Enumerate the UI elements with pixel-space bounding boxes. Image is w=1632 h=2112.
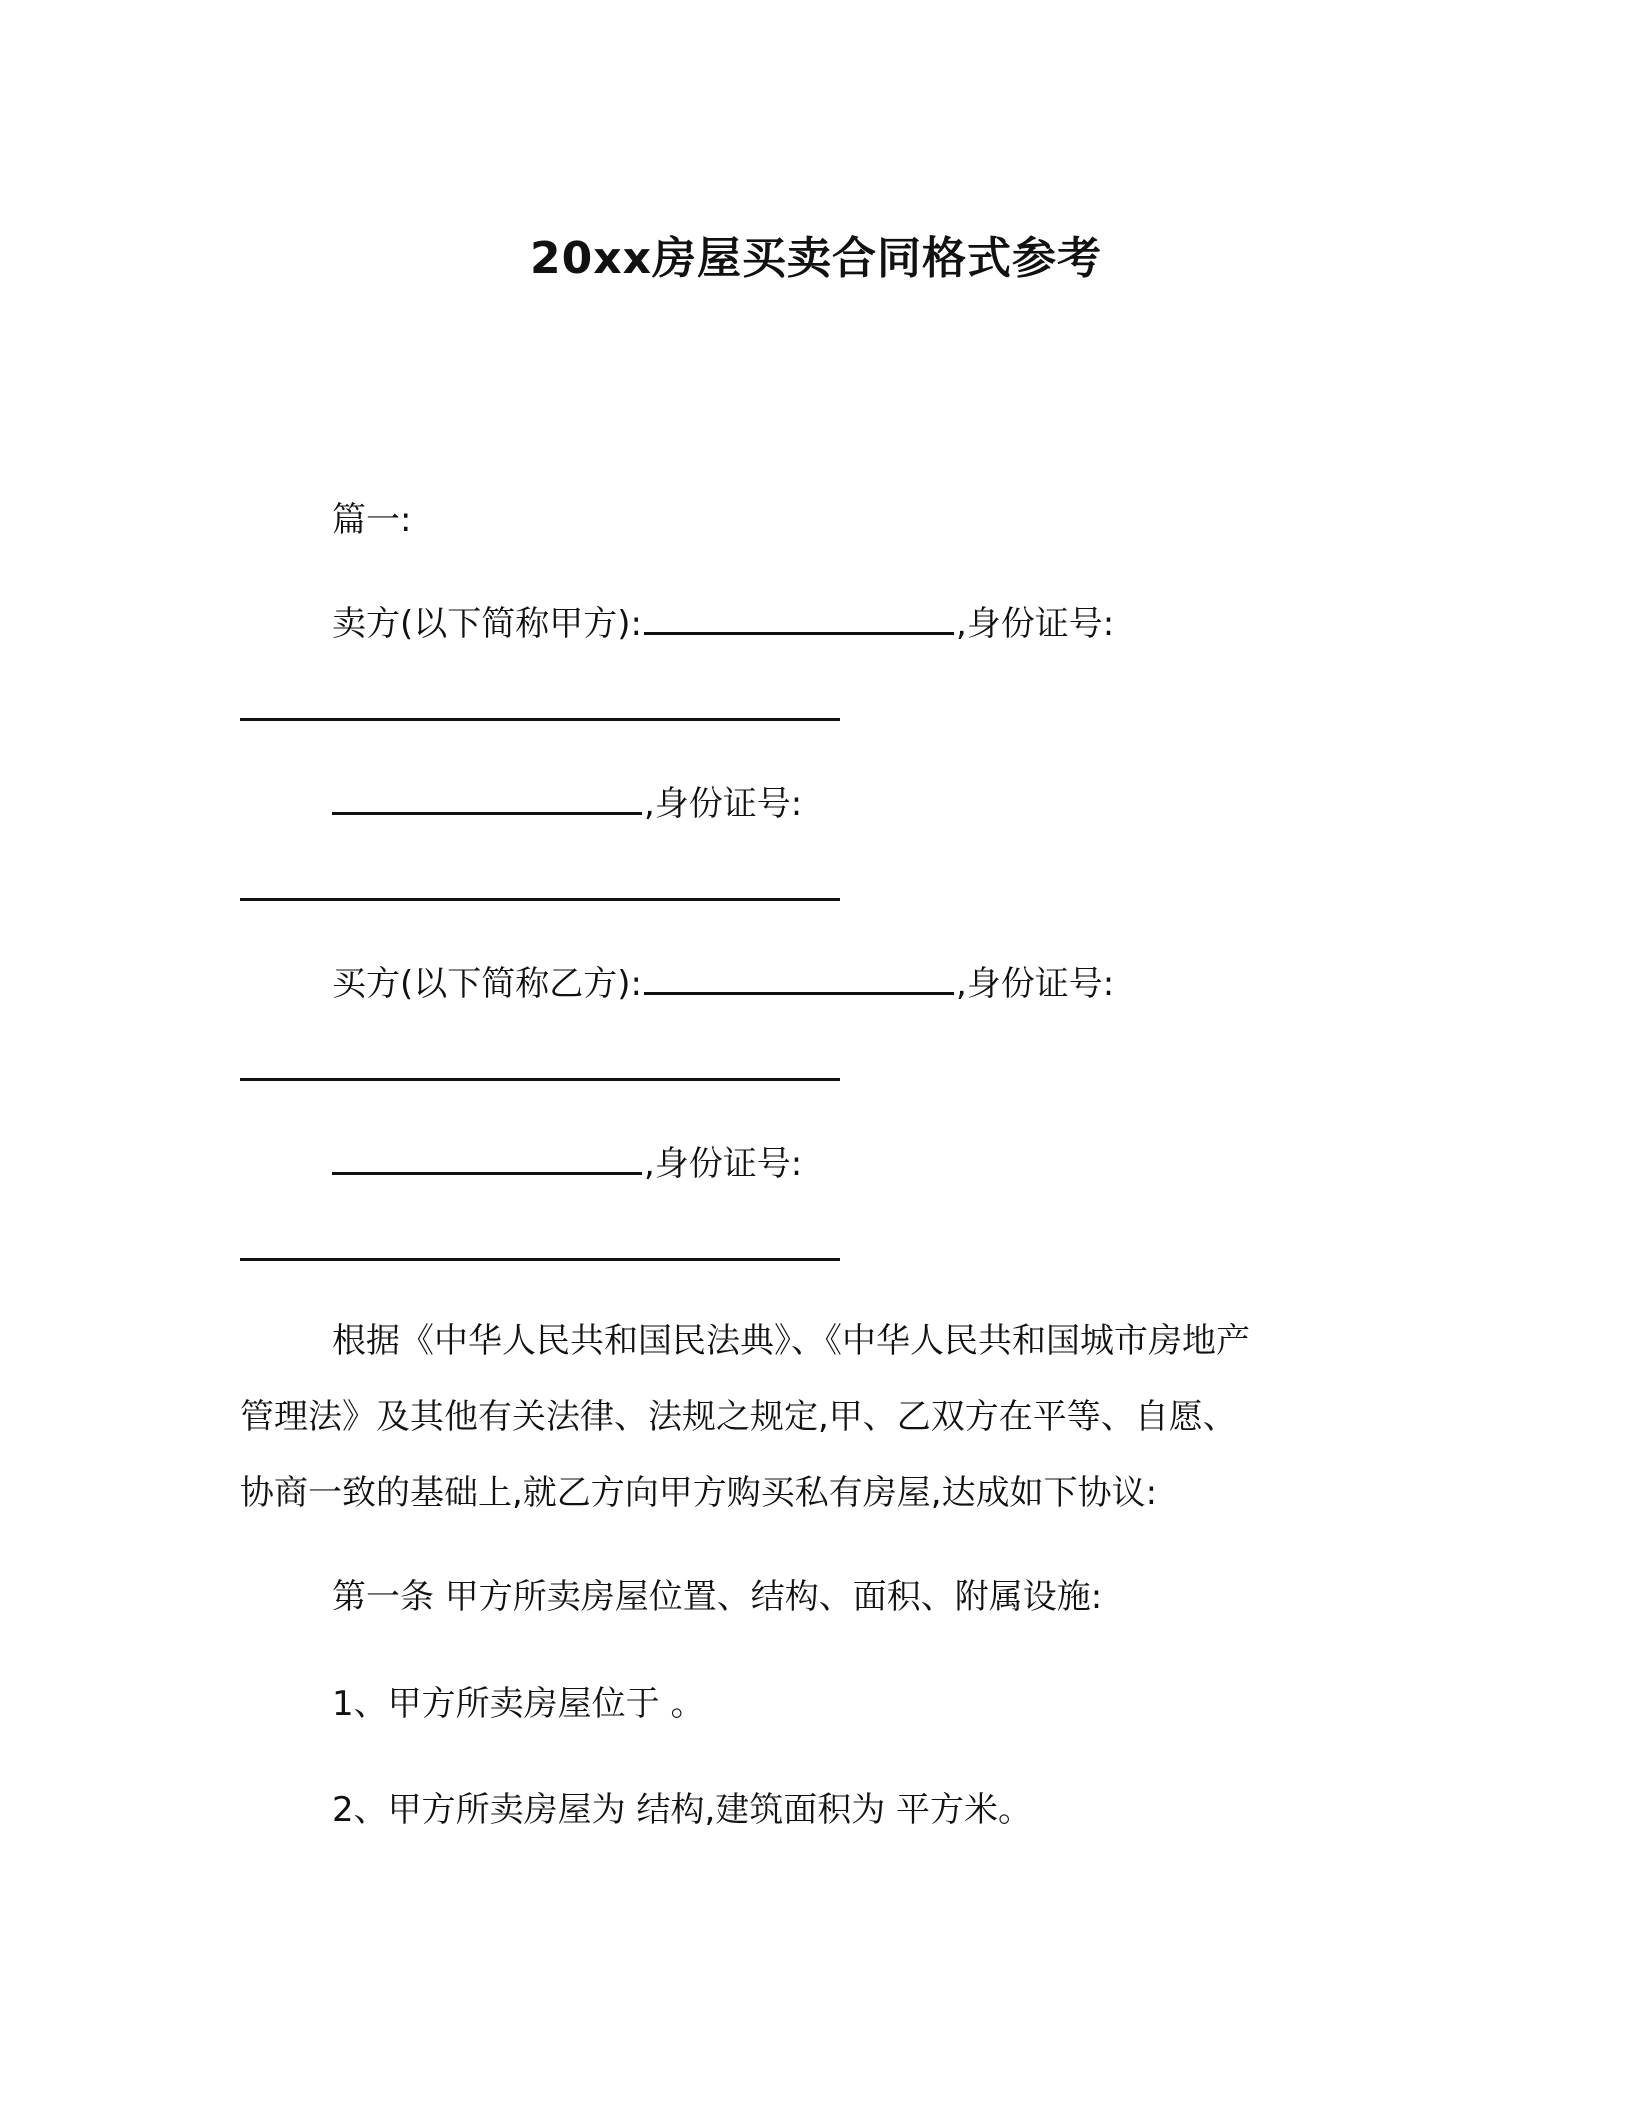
seller-name-blank[interactable] bbox=[644, 604, 954, 635]
buyer-id-blank[interactable] bbox=[240, 1078, 840, 1081]
seller2-name-blank[interactable] bbox=[332, 784, 642, 815]
seller-id-blank[interactable] bbox=[240, 718, 840, 721]
paragraph-line-3: 协商一致的基础上,就乙方向甲方购买私有房屋,达成如下协议: bbox=[240, 1473, 1158, 1513]
buyer2-id-label: ,身份证号: bbox=[644, 1144, 803, 1184]
seller-id-label: ,身份证号: bbox=[955, 604, 1115, 644]
buyer-name-blank[interactable] bbox=[644, 964, 954, 995]
section-heading: 篇一: bbox=[332, 500, 412, 540]
buyer2-id-blank[interactable] bbox=[240, 1258, 840, 1261]
document-title: 20xx房屋买卖合同格式参考 bbox=[530, 233, 1102, 284]
buyer-id-label: ,身份证号: bbox=[955, 964, 1115, 1004]
seller2-line bbox=[332, 784, 803, 824]
paragraph-line-2: 管理法》及其他有关法律、法规之规定,甲、乙双方在平等、自愿、 bbox=[240, 1397, 1237, 1437]
paragraph-line-1: 根据《中华人民共和国民法典》、《中华人民共和国城市房地产 bbox=[332, 1321, 1250, 1361]
article-1-item-2: 2、甲方所卖房屋为 结构,建筑面积为 平方米。 bbox=[332, 1790, 1033, 1830]
buyer-line bbox=[332, 964, 1115, 1004]
article-1-heading: 第一条 甲方所卖房屋位置、结构、面积、附属设施: bbox=[332, 1577, 1103, 1617]
buyer2-name-blank[interactable] bbox=[332, 1144, 642, 1175]
seller-line bbox=[332, 604, 1115, 644]
seller2-id-blank[interactable] bbox=[240, 898, 840, 901]
seller2-id-label: ,身份证号: bbox=[644, 784, 803, 824]
article-1-item-1: 1、甲方所卖房屋位于 。 bbox=[332, 1684, 705, 1724]
buyer-label: 买方(以下简称乙方): bbox=[332, 964, 642, 1004]
seller-label: 卖方(以下简称甲方): bbox=[332, 604, 642, 644]
buyer2-line bbox=[332, 1144, 803, 1184]
